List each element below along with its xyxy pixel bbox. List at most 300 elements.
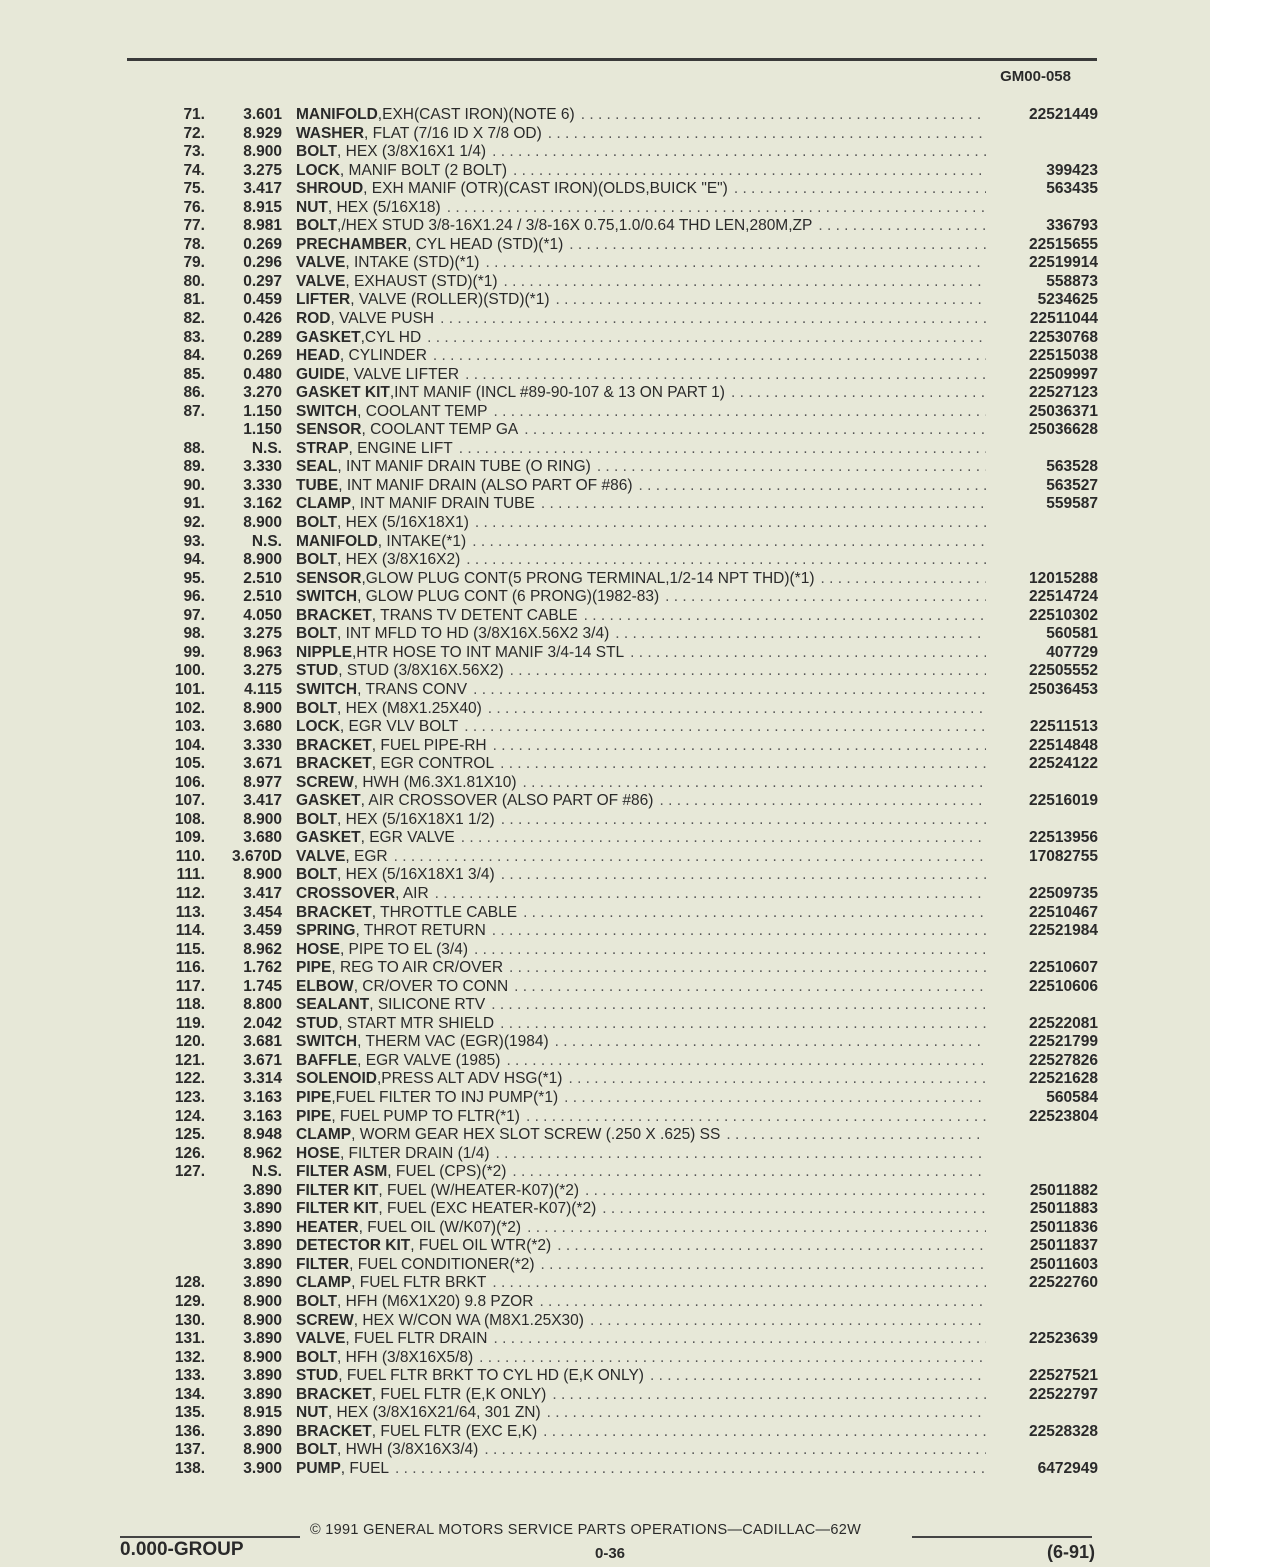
group-number: 0.297 <box>243 272 282 290</box>
item-number: 80. <box>183 272 205 290</box>
group-number: 8.900 <box>243 514 282 532</box>
part-spec: , FUEL OIL (W/K07)(*2) <box>358 1218 522 1236</box>
part-description <box>296 125 986 144</box>
part-name: BOLT <box>296 217 338 235</box>
part-number: 22510607 <box>1029 959 1098 977</box>
parts-row <box>0 959 1210 978</box>
part-description <box>296 922 986 941</box>
group-number: 0.426 <box>243 310 282 328</box>
part-spec: , COOLANT TEMP GA <box>361 421 519 439</box>
dot-leader <box>563 236 986 255</box>
part-spec: ,PRESS ALT ADV HSG(*1) <box>376 1070 563 1088</box>
part-number: 12015288 <box>1029 569 1098 587</box>
group-number: 8.962 <box>243 1144 282 1162</box>
item-number: 76. <box>183 198 205 216</box>
part-description <box>296 1015 986 1034</box>
group-number: 8.981 <box>243 217 282 235</box>
part-description <box>296 885 986 904</box>
group-number: 8.900 <box>243 1348 282 1366</box>
item-number: 113. <box>175 903 205 921</box>
part-number: 559587 <box>1046 495 1098 513</box>
item-number: 74. <box>183 161 205 179</box>
part-spec: , FUEL OIL WTR(*2) <box>410 1237 552 1255</box>
dot-leader <box>506 1163 986 1182</box>
part-description <box>296 1089 986 1108</box>
part-description <box>296 458 986 477</box>
part-spec: ,HTR HOSE TO INT MANIF 3/4-14 STL <box>351 643 625 661</box>
part-number: 22509735 <box>1029 884 1098 902</box>
part-description <box>296 1274 986 1293</box>
parts-row <box>0 996 1210 1015</box>
footer-rule-left <box>120 1536 300 1538</box>
dot-leader <box>624 644 986 663</box>
part-number: 25011837 <box>1029 1237 1098 1255</box>
part-name: ROD <box>296 310 331 328</box>
part-spec: , EXHAUST (STD)(*1) <box>345 272 498 290</box>
part-name: GASKET <box>296 792 361 810</box>
item-number: 108. <box>174 810 205 828</box>
group-number: 3.163 <box>243 1088 282 1106</box>
copyright-notice: © 1991 GENERAL MOTORS SERVICE PARTS OPERATIONS—CADILLAC—62W <box>310 1522 862 1538</box>
part-number: 5234625 <box>1037 291 1098 309</box>
dot-leader <box>535 495 986 514</box>
parts-row <box>0 1293 1210 1312</box>
group-number: 8.929 <box>243 124 282 142</box>
parts-row <box>0 1237 1210 1256</box>
group-number: 3.890 <box>243 1422 282 1440</box>
part-number: 22523639 <box>1029 1330 1098 1348</box>
part-spec: , THROT RETURN <box>355 922 486 940</box>
item-number: 90. <box>183 476 205 494</box>
part-spec: , HFH (3/8X16X5/8) <box>337 1348 474 1366</box>
item-number: 121. <box>174 1051 205 1069</box>
header-rule <box>127 58 1097 61</box>
part-spec: , HEX W/CON WA (M8X1.25X30) <box>353 1311 584 1329</box>
part-spec: , GLOW PLUG CONT (6 PRONG)(1982-83) <box>357 588 660 606</box>
part-spec: , HEX (5/16X18) <box>327 198 441 216</box>
parts-row <box>0 310 1210 329</box>
part-name: SHROUD <box>296 180 364 198</box>
parts-row <box>0 458 1210 477</box>
part-name: NUT <box>296 1404 328 1422</box>
part-description <box>296 1182 986 1201</box>
part-name: PIPE <box>296 959 332 977</box>
part-description <box>296 1367 986 1386</box>
part-spec: , HEX (3/8X16X1 1/4) <box>337 143 487 161</box>
part-description <box>296 829 986 848</box>
item-number: 123. <box>174 1088 205 1106</box>
part-number: 22527123 <box>1029 384 1098 402</box>
part-spec: , VALVE PUSH <box>330 310 435 328</box>
parts-row <box>0 1386 1210 1405</box>
parts-row <box>0 254 1210 273</box>
item-number: 88. <box>183 439 205 457</box>
part-name: SOLENOID <box>296 1070 377 1088</box>
part-name: SENSOR <box>296 569 362 587</box>
parts-row <box>0 180 1210 199</box>
parts-row <box>0 1200 1210 1219</box>
part-name: BOLT <box>296 699 338 717</box>
part-description <box>296 1293 986 1312</box>
part-name: DETECTOR KIT <box>296 1237 411 1255</box>
parts-row <box>0 1015 1210 1034</box>
group-number: 8.915 <box>243 1404 282 1422</box>
parts-row <box>0 774 1210 793</box>
part-description <box>296 551 986 570</box>
part-spec: , TRANS TV DETENT CABLE <box>371 606 578 624</box>
group-number: N.S. <box>251 439 282 457</box>
parts-row <box>0 792 1210 811</box>
item-number: 91. <box>183 495 205 513</box>
group-number: 3.275 <box>243 625 282 643</box>
part-spec: , FUEL (CPS)(*2) <box>387 1163 507 1181</box>
dot-leader <box>549 1033 986 1052</box>
part-number: 22521628 <box>1029 1070 1098 1088</box>
group-number: 3.890 <box>243 1237 282 1255</box>
part-spec: , CYLINDER <box>339 347 427 365</box>
part-spec: ,INT MANIF (INCL #89-90-107 & 13 ON PART 1) <box>389 384 725 402</box>
part-number: 22519914 <box>1029 254 1098 272</box>
item-number: 135. <box>174 1404 205 1422</box>
group-number: 8.962 <box>243 940 282 958</box>
dot-leader <box>542 125 986 144</box>
part-description <box>296 106 986 125</box>
part-number: 22515038 <box>1029 347 1098 365</box>
group-number: 3.275 <box>243 662 282 680</box>
item-number: 133. <box>174 1367 205 1385</box>
part-spec: , HWH (3/8X16X3/4) <box>337 1441 479 1459</box>
parts-row <box>0 1441 1210 1460</box>
part-spec: , FLAT (7/16 ID X 7/8 OD) <box>364 124 542 142</box>
dot-leader <box>537 1423 986 1442</box>
item-number: 97. <box>183 606 205 624</box>
dot-leader <box>434 310 986 329</box>
group-number: 8.977 <box>243 773 282 791</box>
parts-row <box>0 1330 1210 1349</box>
dot-leader <box>473 1349 986 1368</box>
item-number: 94. <box>183 551 205 569</box>
part-name: MANIFOLD <box>296 106 378 123</box>
parts-row <box>0 700 1210 719</box>
part-spec: , EGR VALVE <box>360 829 455 847</box>
part-spec: ,/HEX STUD 3/8-16X1.24 / 3/8-16X 0.75,1.0/0.64 THD LEN,280M,ZP <box>337 217 813 235</box>
parts-row <box>0 291 1210 310</box>
part-spec: , INTAKE (STD)(*1) <box>345 254 480 272</box>
part-number: 25036371 <box>1029 402 1098 420</box>
part-spec: , INT MANIF DRAIN TUBE (O RING) <box>337 458 591 476</box>
part-spec: , HEX (3/8X16X21/64, 301 ZN) <box>327 1404 541 1422</box>
dot-leader <box>458 718 986 737</box>
part-description <box>296 495 986 514</box>
parts-row <box>0 904 1210 923</box>
item-number: 120. <box>174 1033 205 1051</box>
part-spec: , THROTTLE CABLE <box>371 903 518 921</box>
part-description <box>296 1219 986 1238</box>
part-description <box>296 1070 986 1089</box>
part-description <box>296 366 986 385</box>
date-code: (6-91) <box>1046 1542 1095 1562</box>
part-name: BRACKET <box>296 903 372 921</box>
group-number: 3.601 <box>243 106 282 123</box>
group-number: 0.289 <box>243 328 282 346</box>
page-number: 0-36 <box>594 1545 626 1562</box>
dot-leader <box>812 217 986 236</box>
part-description <box>296 792 986 811</box>
item-number: 137. <box>174 1441 205 1459</box>
dot-leader <box>591 458 986 477</box>
item-number: 138. <box>174 1459 205 1477</box>
part-description <box>296 329 986 348</box>
group-label: 0.000-GROUP <box>120 1539 244 1560</box>
part-spec: , FUEL CONDITIONER(*2) <box>349 1255 535 1273</box>
item-number: 85. <box>183 365 205 383</box>
dot-leader <box>388 848 986 867</box>
dot-leader <box>558 1089 986 1108</box>
part-number: 22510302 <box>1029 606 1098 624</box>
part-description <box>296 1126 986 1145</box>
parts-row <box>0 1367 1210 1386</box>
parts-row <box>0 1070 1210 1089</box>
group-number: N.S. <box>251 532 282 550</box>
item-number: 128. <box>174 1274 205 1292</box>
part-name: PRECHAMBER <box>296 235 408 253</box>
part-number: 22523804 <box>1029 1107 1098 1125</box>
part-name: BOLT <box>296 866 338 884</box>
group-number: 2.042 <box>243 1014 282 1032</box>
part-description <box>296 811 986 830</box>
part-spec: , FUEL FLTR BRKT TO CYL HD (E,K ONLY) <box>338 1367 644 1385</box>
part-name: BOLT <box>296 551 338 569</box>
part-name: LOCK <box>296 161 340 179</box>
part-number: 22509997 <box>1029 365 1098 383</box>
part-name: SWITCH <box>296 680 358 698</box>
dot-leader <box>632 477 986 496</box>
part-description <box>296 625 986 644</box>
parts-row <box>0 755 1210 774</box>
part-number: 22513956 <box>1029 829 1098 847</box>
part-name: BRACKET <box>296 1385 372 1403</box>
item-number: 115. <box>175 940 205 958</box>
part-spec: , FILTER DRAIN (1/4) <box>339 1144 490 1162</box>
part-number: 22510606 <box>1029 977 1098 995</box>
part-number: 25036453 <box>1029 680 1098 698</box>
parts-row <box>0 217 1210 236</box>
part-name: SPRING <box>296 922 356 940</box>
part-number: 22511513 <box>1029 718 1098 736</box>
part-number: 563528 <box>1046 458 1098 476</box>
part-name: STUD <box>296 1014 339 1032</box>
parts-row <box>0 885 1210 904</box>
dot-leader <box>486 1274 986 1293</box>
group-number: 3.670D <box>232 847 282 865</box>
dot-leader <box>578 607 986 626</box>
item-number: 78. <box>183 235 205 253</box>
part-number: 560584 <box>1046 1088 1098 1106</box>
item-number: 95. <box>183 569 205 587</box>
part-name: BRACKET <box>296 1422 372 1440</box>
dot-leader <box>521 1219 986 1238</box>
part-description <box>296 310 986 329</box>
item-number: 103. <box>174 718 205 736</box>
item-number: 77. <box>183 217 205 235</box>
dot-leader <box>453 440 986 459</box>
group-number: 4.115 <box>244 680 282 698</box>
part-description <box>296 570 986 589</box>
dot-leader <box>551 1237 986 1256</box>
part-description <box>296 384 986 403</box>
item-number: 86. <box>183 384 205 402</box>
part-name: BOLT <box>296 1441 338 1459</box>
dot-leader <box>459 366 986 385</box>
part-description <box>296 514 986 533</box>
part-number: 336793 <box>1046 217 1098 235</box>
part-name: CLAMP <box>296 1274 352 1292</box>
part-spec: , COOLANT TEMP <box>357 402 488 420</box>
parts-row <box>0 1182 1210 1201</box>
group-number: 0.269 <box>243 235 282 253</box>
part-name: CLAMP <box>296 1126 352 1144</box>
item-number: 132. <box>174 1348 205 1366</box>
part-spec: , EGR CONTROL <box>371 755 495 773</box>
parts-row <box>0 162 1210 181</box>
part-spec: , HEX (3/8X16X2) <box>337 551 461 569</box>
group-number: 3.890 <box>243 1181 282 1199</box>
part-name: GASKET <box>296 829 361 847</box>
part-name: FILTER KIT <box>296 1200 379 1218</box>
part-name: FILTER <box>296 1255 350 1273</box>
dot-leader <box>455 829 986 848</box>
item-number: 104. <box>174 736 205 754</box>
part-description <box>296 1404 986 1423</box>
group-number: 8.915 <box>243 198 282 216</box>
group-number: 8.963 <box>243 643 282 661</box>
item-number: 114. <box>175 922 205 940</box>
part-name: STUD <box>296 1367 339 1385</box>
part-description <box>296 162 986 181</box>
part-description <box>296 291 986 310</box>
parts-row <box>0 1108 1210 1127</box>
parts-row <box>0 811 1210 830</box>
group-number: 8.900 <box>243 866 282 884</box>
part-name: BRACKET <box>296 736 372 754</box>
parts-row <box>0 1219 1210 1238</box>
dot-leader <box>494 1015 986 1034</box>
part-description <box>296 254 986 273</box>
item-number: 130. <box>174 1311 205 1329</box>
item-number: 122. <box>174 1070 205 1088</box>
group-number: 3.417 <box>243 792 282 810</box>
parts-row <box>0 125 1210 144</box>
group-number: 2.510 <box>243 588 282 606</box>
part-number: 22527826 <box>1029 1051 1098 1069</box>
group-number: 3.890 <box>243 1367 282 1385</box>
item-number: 111. <box>176 866 205 884</box>
part-number: 407729 <box>1046 643 1098 661</box>
parts-row <box>0 978 1210 997</box>
part-spec: , HFH (M6X1X20) 9.8 PZOR <box>337 1293 534 1310</box>
item-number: 124. <box>174 1107 205 1125</box>
part-name: BAFFLE <box>296 1051 358 1069</box>
part-name: LIFTER <box>296 291 351 309</box>
part-spec: , AIR <box>395 884 429 902</box>
item-number: 126. <box>174 1144 205 1162</box>
dot-leader <box>520 1108 986 1127</box>
part-spec: ,CYL HD <box>360 328 422 346</box>
item-number: 100. <box>174 662 205 680</box>
part-number: 22510467 <box>1029 903 1098 921</box>
part-description <box>296 662 986 681</box>
parts-row <box>0 1349 1210 1368</box>
part-description <box>296 1108 986 1127</box>
group-number: 3.162 <box>243 495 282 513</box>
group-number: 3.163 <box>243 1107 282 1125</box>
part-name: VALVE <box>296 254 346 272</box>
group-number: 8.900 <box>243 143 282 161</box>
part-description <box>296 1330 986 1349</box>
group-number: 3.680 <box>243 718 282 736</box>
dot-leader <box>468 941 986 960</box>
part-spec: , FUEL FLTR DRAIN <box>345 1330 488 1348</box>
part-name: MANIFOLD <box>296 532 378 550</box>
item-number: 96. <box>183 588 205 606</box>
part-description <box>296 199 986 218</box>
part-description <box>296 588 986 607</box>
part-description <box>296 1460 986 1479</box>
part-number: 399423 <box>1046 161 1098 179</box>
dot-leader <box>541 1404 986 1423</box>
item-number: 102. <box>174 699 205 717</box>
part-number: 22522797 <box>1029 1385 1098 1403</box>
group-number: 1.150 <box>243 402 282 420</box>
part-spec: , HEX (M8X1.25X40) <box>337 699 482 717</box>
group-number: 0.296 <box>243 254 282 272</box>
item-number: 71. <box>183 106 205 123</box>
part-number: 22516019 <box>1029 792 1098 810</box>
item-number: 82. <box>183 310 205 328</box>
part-description <box>296 533 986 552</box>
group-number: 0.480 <box>243 365 282 383</box>
parts-row <box>0 440 1210 459</box>
part-name: HOSE <box>296 940 340 958</box>
item-number: 89. <box>183 458 205 476</box>
part-name: ELBOW <box>296 977 354 995</box>
part-spec: , VALVE LIFTER <box>345 365 460 383</box>
part-spec: , EXH MANIF (OTR)(CAST IRON)(OLDS,BUICK "E") <box>363 180 728 198</box>
part-description <box>296 774 986 793</box>
group-number: 3.671 <box>243 1051 282 1069</box>
part-description <box>296 217 986 236</box>
parts-row <box>0 1052 1210 1071</box>
part-spec: , FUEL PUMP TO FLTR(*1) <box>331 1107 520 1125</box>
part-name: HOSE <box>296 1144 340 1162</box>
dot-leader <box>579 1182 986 1201</box>
dot-leader <box>644 1367 986 1386</box>
group-number: 3.890 <box>243 1200 282 1218</box>
part-spec: , PIPE TO EL (3/4) <box>339 940 469 958</box>
part-spec: , FUEL FLTR BRKT <box>351 1274 487 1292</box>
dot-leader <box>460 551 986 570</box>
parts-row <box>0 922 1210 941</box>
parts-row <box>0 866 1210 885</box>
parts-row <box>0 1089 1210 1108</box>
part-spec: , THERM VAC (EGR)(1984) <box>357 1033 549 1051</box>
dot-leader <box>504 662 986 681</box>
parts-row <box>0 1145 1210 1164</box>
dot-leader <box>495 811 986 830</box>
group-number: 2.510 <box>243 569 282 587</box>
part-spec: , FUEL FLTR (E,K ONLY) <box>371 1385 547 1403</box>
dot-leader <box>494 755 986 774</box>
